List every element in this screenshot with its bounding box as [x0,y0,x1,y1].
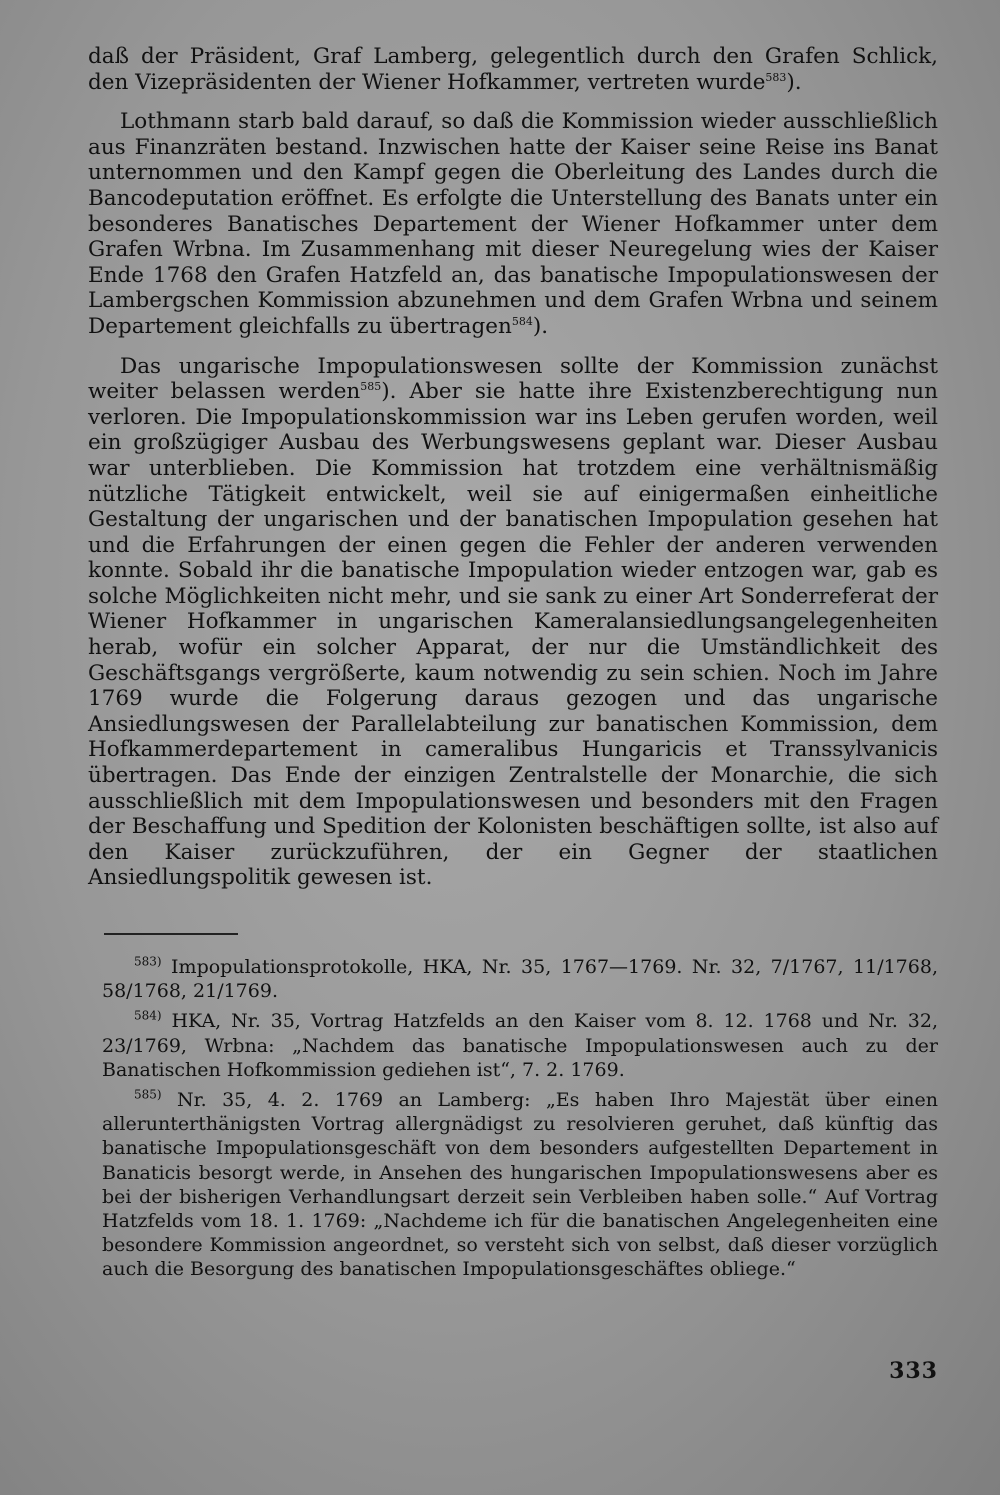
paragraph-1-end: ). [786,69,802,95]
paragraph-1 [88,44,938,95]
footnote-text: Impopulationsprotokolle, HKA, Nr. 35, 1767—1769. Nr. 32, 7/1767, 11/1768, 58/1768, 21/1769. [102,956,938,1003]
paragraph-2-text: Lothmann starb bald darauf, so daß die Kommission wieder ausschließlich aus Finanzräten bestand. Inzwischen hatte der Kaiser seine Reise ins Banat unternommen und den Kampf gegen die Oberleitung des Landes durch die Bancodeputation eröffnet. Es erfolgte die Unterstellung des Banats unter ein besonderes Banatisches Departement der Wiener Hofkammer unter dem Grafen Wrbna. Im Zusammenhang mit dieser Neuregelung wies der Kaiser Ende 1768 den Grafen Hatzfeld an, das banatische Impopulationswesen der Lambergschen Kommission abzunehmen und dem Grafen Wrbna und seinem Departement gleichfalls zu übertragen [88,109,938,339]
footnote-number: 585) [134,1087,162,1102]
footnote-ref-584: 584 [511,314,533,328]
book-page [88,44,938,1282]
footnotes [88,955,938,1282]
footnote-583 [88,955,938,1003]
footnote-text: HKA, Nr. 35, Vortrag Hatzfelds an den Kaiser vom 8. 12. 1768 und Nr. 32, 23/1769, Wrbna: „Nachdem das banatische Impopulationswesen auch zu der Banatischen Hofkommission gediehen ist“, 7. 2. 1769. [102,1010,939,1081]
footnote-585 [88,1088,938,1282]
footnote-ref-585: 585 [360,379,382,393]
footnote-ref-583: 583 [765,70,787,84]
footnote-584 [88,1009,938,1082]
footnote-number: 584) [134,1009,162,1024]
footnote-number: 583) [134,954,162,969]
paragraph-2 [88,109,938,339]
paragraph-2-end: ). [532,313,549,339]
paragraph-3-text-start: Das ungarische Impopulationswesen sollte der Kommission zunächst weiter belassen werden [88,353,938,405]
footnote-separator [104,933,238,935]
page-number: 333 [889,1358,938,1384]
paragraph-3 [88,354,938,891]
paragraph-1-text: daß der Präsident, Graf Lamberg, gelegentlich durch den Grafen Schlick, den Vizepräsidenten der Wiener Hofkammer, vertreten wurde [88,44,938,95]
paragraph-3-text-rest: ). Aber sie hatte ihre Existenzberechtigung nun verloren. Die Impopulationskommission war ins Leben gerufen worden, weil ein großzügiger Ausbau des Werbungswesens geplant war. Dieser Ausbau war unterblieben. Die Kommission hat trotzdem eine verhältnismäßig nützliche Tätigkeit entwickelt, weil sie auf einigermaßen einheitliche Gestaltung der ungarischen und der banatischen Impopulation gesehen hat und die Erfahrungen der einen gegen die Fehler der anderen verwenden konnte. Sobald ihr die banatische Impopulation wieder entzogen war, gab es solche Möglichkeiten nicht mehr, und sie sank zu einer Art Sonderreferat der Wiener Hofkammer in ungarischen Kameralansiedlungsangelegenheiten herab, wofür ein solcher Apparat, der nur die Umständlichkeit des Geschäftsgangs vergrößerte, kaum notwendig zu sein schien. Noch im Jahre 1769 wurde die Folgerung daraus gezogen und das ungarische Ansiedlungswesen der Parallelabteilung zur banatischen Kommission, dem Hofkammerdepartement in cameralibus Hungaricis et Transsylvanicis übertragen. Das Ende der einzigen Zentralstelle der Monarchie, die sich ausschließlich mit dem Impopulationswesen und besonders mit den Fragen der Beschaffung und Spedition der Kolonisten beschäftigen sollte, ist also auf den Kaiser zurückzuführen, der ein Gegner der staatlichen Ansiedlungspolitik gewesen ist. [88,379,939,891]
footnote-text: Nr. 35, 4. 2. 1769 an Lamberg: „Es haben Ihro Majestät über einen allerunterthänigsten Vortrag allergnädigst zu resolvieren geruhet, daß künftig das banatische Impopulationsgeschäft von dem besonders aufgestellten Departement in Banaticis besorgt werde, in Ansehen des hungarischen Impopulationswesens aber es bei der bisherigen Verhandlungsart derzeit sein Verbleiben haben solle.“ Auf Vortrag Hatzfelds vom 18. 1. 1769: „Nachdeme ich für die banatischen Angelegenheiten eine besondere Kommission angeordnet, so versteht sich von selbst, daß dieser vorzüglich auch die Besorgung des banatischen Impopulationsgeschäftes obliege.“ [102,1089,938,1281]
